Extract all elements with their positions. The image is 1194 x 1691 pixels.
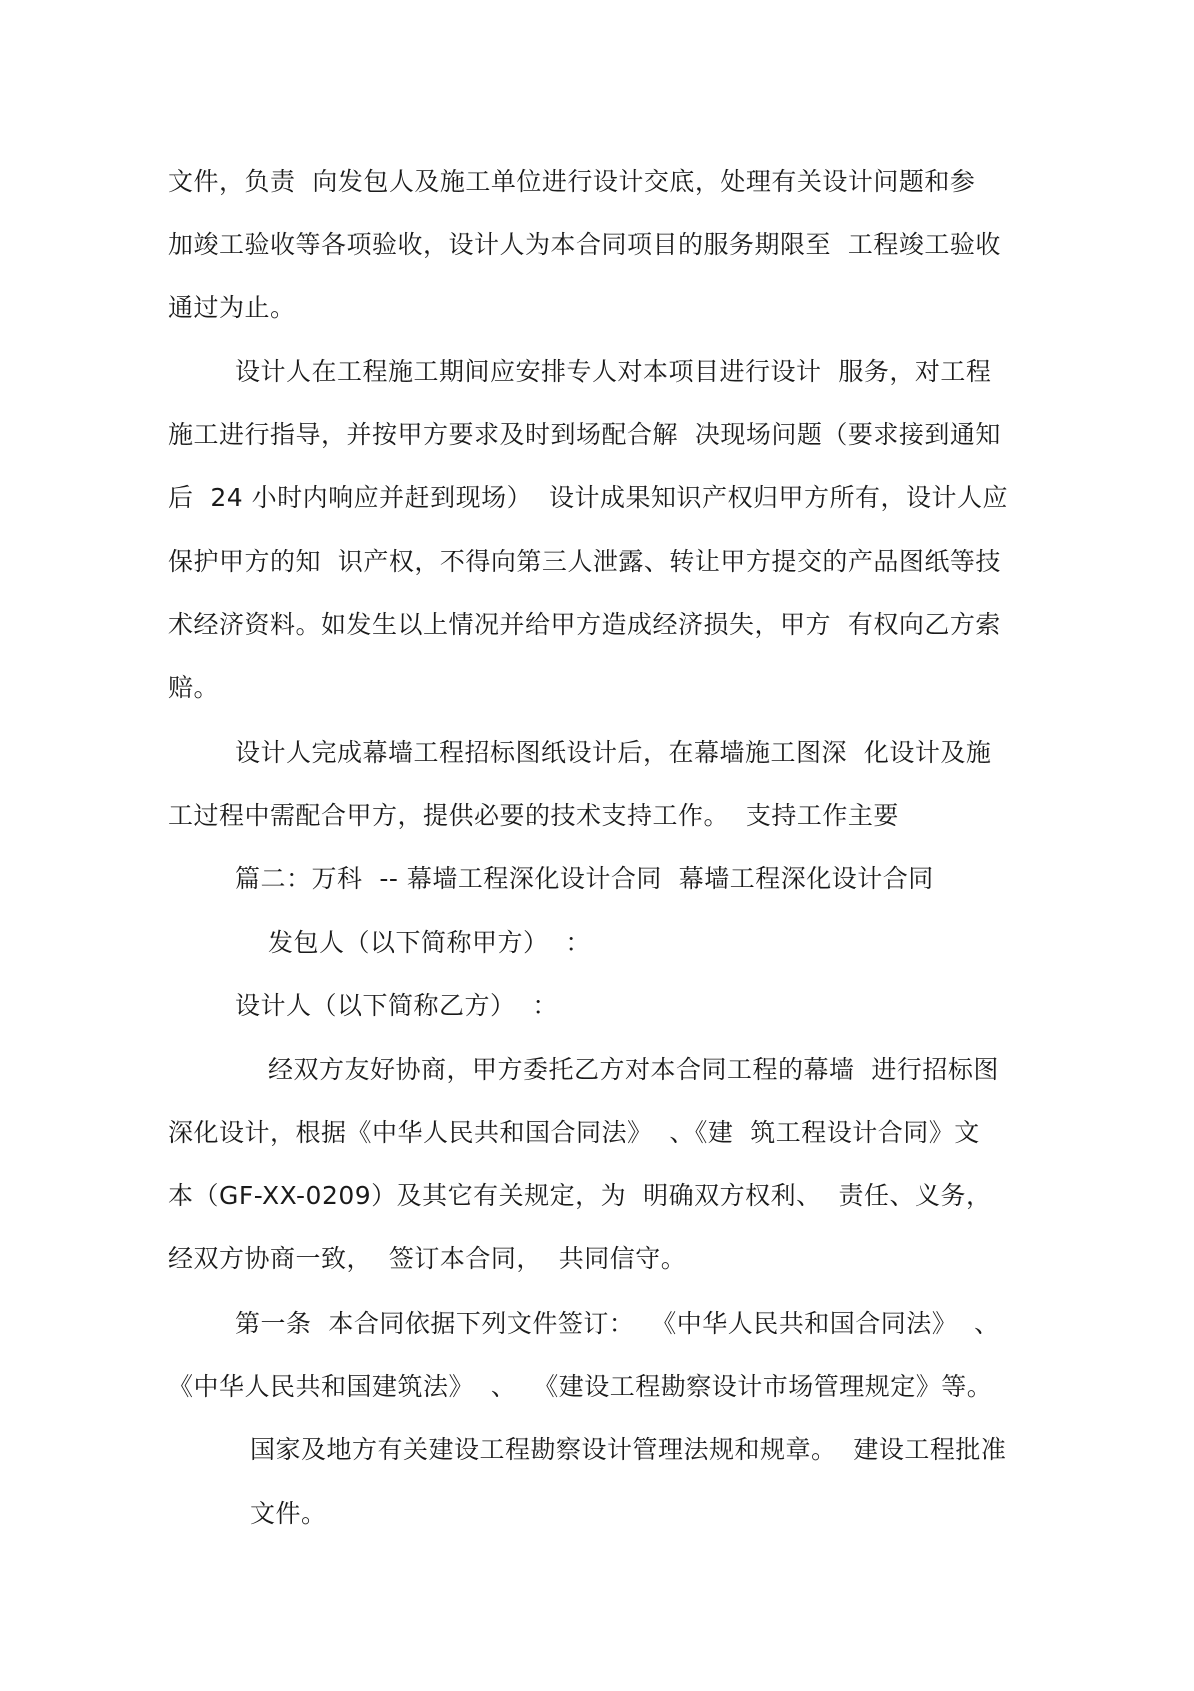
text-line: 本（GF-XX-0209）及其它有关规定，为 明确双方权利、 责任、义务， bbox=[168, 1181, 992, 1210]
text-line: 设计人（以下简称乙方） ： bbox=[235, 991, 558, 1020]
text-line: 术经济资料。如发生以上情况并给甲方造成经济损失，甲方 有权向乙方索 bbox=[168, 610, 1001, 639]
text-line: 文件。 bbox=[250, 1499, 327, 1528]
text-line: 后 24 小时内响应并赶到现场） 设计成果知识产权归甲方所有，设计人应 bbox=[168, 483, 1009, 512]
text-line: 加竣工验收等各项验收，设计人为本合同项目的服务期限至 工程竣工验收 bbox=[168, 230, 1001, 259]
text-line: 第一条 本合同依据下列文件签订： 《中华人民共和国合同法》 、 bbox=[235, 1309, 1000, 1338]
text-line: 工过程中需配合甲方，提供必要的技术支持工作。 支持工作主要 bbox=[168, 801, 899, 830]
text-line: 《中华人民共和国建筑法》 、 《建设工程勘察设计市场管理规定》等。 bbox=[168, 1372, 993, 1401]
text-line: 深化设计，根据《中华人民共和国合同法》 、《建 筑工程设计合同》文 bbox=[168, 1118, 980, 1147]
text-line: 保护甲方的知 识产权，不得向第三人泄露、转让甲方提交的产品图纸等技 bbox=[168, 547, 1001, 576]
text-line: 国家及地方有关建设工程勘察设计管理法规和规章。 建设工程批准 bbox=[250, 1435, 1007, 1464]
text-line: 施工进行指导，并按甲方要求及时到场配合解 决现场问题（要求接到通知 bbox=[168, 420, 1001, 449]
text-line: 赔。 bbox=[168, 673, 220, 702]
text-line: 通过为止。 bbox=[168, 293, 296, 322]
text-line: 经双方友好协商，甲方委托乙方对本合同工程的幕墙 进行招标图 bbox=[268, 1055, 999, 1084]
text-line: 文件，负责 向发包人及施工单位进行设计交底，处理有关设计问题和参 bbox=[168, 167, 976, 196]
section-heading: 篇二：万科 -- 幕墙工程深化设计合同 幕墙工程深化设计合同 bbox=[235, 864, 934, 893]
text-line: 设计人在工程施工期间应安排专人对本项目进行设计 服务，对工程 bbox=[235, 357, 992, 386]
text-line: 设计人完成幕墙工程招标图纸设计后，在幕墙施工图深 化设计及施 bbox=[235, 738, 992, 767]
text-line: 经双方协商一致， 签订本合同， 共同信守。 bbox=[168, 1244, 687, 1273]
text-line: 发包人（以下简称甲方） ： bbox=[268, 928, 591, 957]
